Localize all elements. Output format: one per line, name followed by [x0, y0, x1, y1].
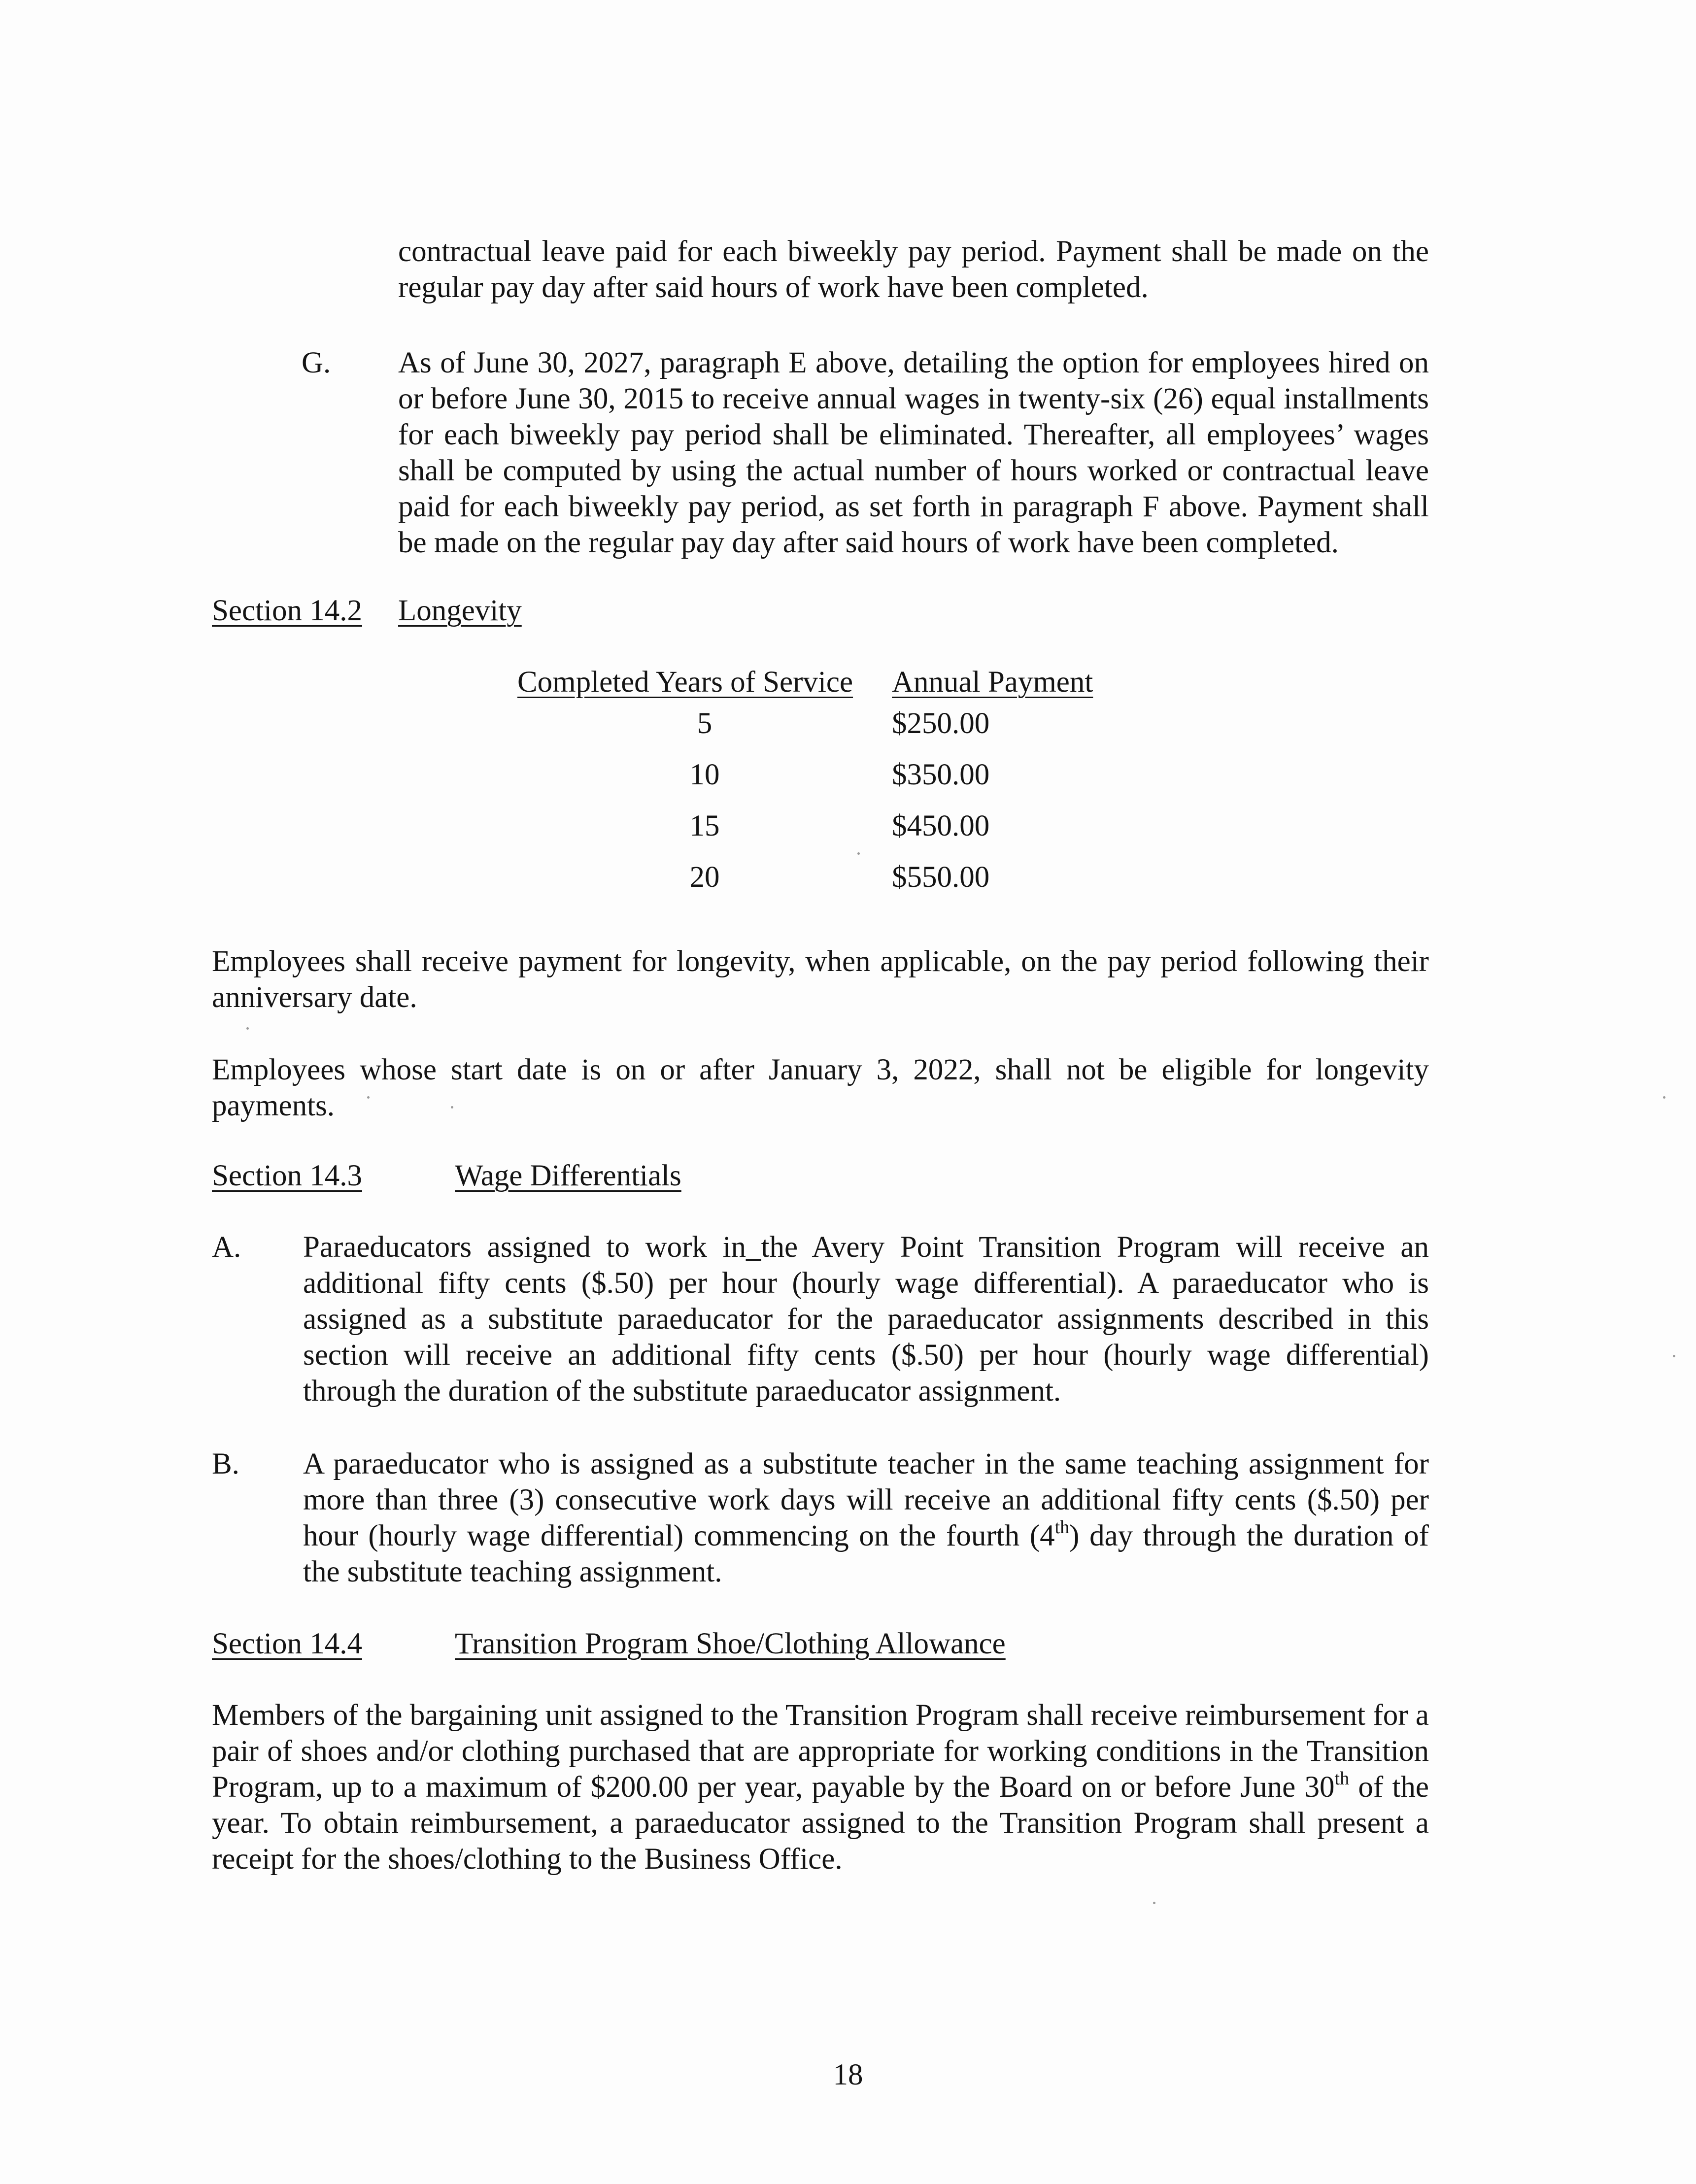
- section-14-4-number: Section 14.4: [212, 1627, 362, 1660]
- longevity-table-header-row: [517, 664, 1093, 706]
- years-of-service-header: Completed Years of Service: [517, 666, 853, 699]
- section-14-3-number: Section 14.3: [212, 1159, 362, 1192]
- scan-speck: [1153, 1902, 1155, 1904]
- shoe-clothing-allowance-paragraph: [212, 1697, 1429, 1877]
- years-cell: 20: [689, 861, 720, 894]
- scan-speck: [857, 852, 860, 855]
- scan-speck: [1663, 1096, 1665, 1099]
- table-row: [517, 808, 1093, 859]
- section-14-4-title: Transition Program Shoe/Clothing Allowance: [455, 1627, 1006, 1660]
- page-number: 18: [833, 2058, 863, 2091]
- years-cell: 5: [697, 707, 712, 740]
- allowance-ordinal-suffix: th: [1334, 1768, 1350, 1789]
- section-14-3-title: Wage Differentials: [455, 1159, 681, 1192]
- item-b-letter: B.: [212, 1447, 239, 1480]
- item-b-ordinal-suffix: th: [1054, 1516, 1070, 1538]
- item-b-text-part-2: ) day through the duration of the substitute teaching assignment.: [303, 1519, 1429, 1588]
- allowance-text-part-1: Members of the bargaining unit assigned to the Transition Program shall receive reimbursement for a pair of shoes and/or clothing purchased that are appropriate for working conditions in the Transition Program, up to a maximum of $200.00 per year, payable by the Board on or before June 30: [212, 1699, 1429, 1804]
- annual-payment-header: Annual Payment: [892, 666, 1093, 699]
- payment-cell: $550.00: [892, 861, 990, 894]
- allowance-text-part-2: of the year. To obtain reimbursement, a paraeducator assigned to the Transition Program shall present a receipt for the shoes/clothing to the Business Office.: [212, 1771, 1429, 1876]
- scan-speck: [246, 1027, 249, 1030]
- scan-speck: [1673, 1355, 1675, 1357]
- continuation-paragraph: contractual leave paid for each biweekly pay period. Payment shall be made on the regular pay day after said hours of work have been completed.: [398, 235, 1429, 304]
- payment-cell: $350.00: [892, 758, 990, 791]
- item-a-letter: A.: [212, 1231, 241, 1264]
- item-a-paragraph: Paraeducators assigned to work in_the Avery Point Transition Program will receive an additional fifty cents ($.50) per hour (hourly wage differential). A paraeducator who is assigned as a substitute paraeducator for the paraeducator assignments described in this section will receive an additional fifty cents ($.50) per hour (hourly wage differential) through the duration of the substitute paraeducator assignment.: [303, 1231, 1429, 1408]
- item-b-paragraph: [303, 1446, 1429, 1590]
- scan-speck: [451, 1106, 453, 1109]
- longevity-eligibility-paragraph: Employees whose start date is on or after January 3, 2022, shall not be eligible for longevity payments.: [212, 1053, 1429, 1122]
- payment-cell: $450.00: [892, 809, 990, 842]
- section-14-2-title: Longevity: [398, 594, 522, 627]
- item-g-letter: G.: [302, 346, 331, 379]
- longevity-table: [517, 664, 1093, 910]
- section-14-2-number: Section 14.2: [212, 594, 362, 627]
- payment-cell: $250.00: [892, 707, 990, 740]
- item-b-text-part-1: A paraeducator who is assigned as a substitute teacher in the same teaching assignment for more than three (3) consecutive work days will receive an additional fifty cents ($.50) per hour (hourly wage differential) commencing on the fourth (4: [303, 1447, 1429, 1552]
- years-cell: 10: [689, 758, 720, 791]
- table-row: [517, 757, 1093, 808]
- longevity-payment-paragraph: Employees shall receive payment for longevity, when applicable, on the pay period following their anniversary date.: [212, 945, 1429, 1014]
- scan-speck: [367, 1096, 370, 1099]
- item-g-paragraph: As of June 30, 2027, paragraph E above, detailing the option for employees hired on or before June 30, 2015 to receive annual wages in twenty-six (26) equal installments for each biweekly pay period shall be eliminated. Thereafter, all employees’ wages shall be computed by using the actual number of hours worked or contractual leave paid for each biweekly pay period, as set forth in paragraph F above. Payment shall be made on the regular pay day after said hours of work have been completed.: [398, 346, 1429, 559]
- table-row: [517, 859, 1093, 910]
- table-row: [517, 706, 1093, 757]
- years-cell: 15: [689, 809, 720, 842]
